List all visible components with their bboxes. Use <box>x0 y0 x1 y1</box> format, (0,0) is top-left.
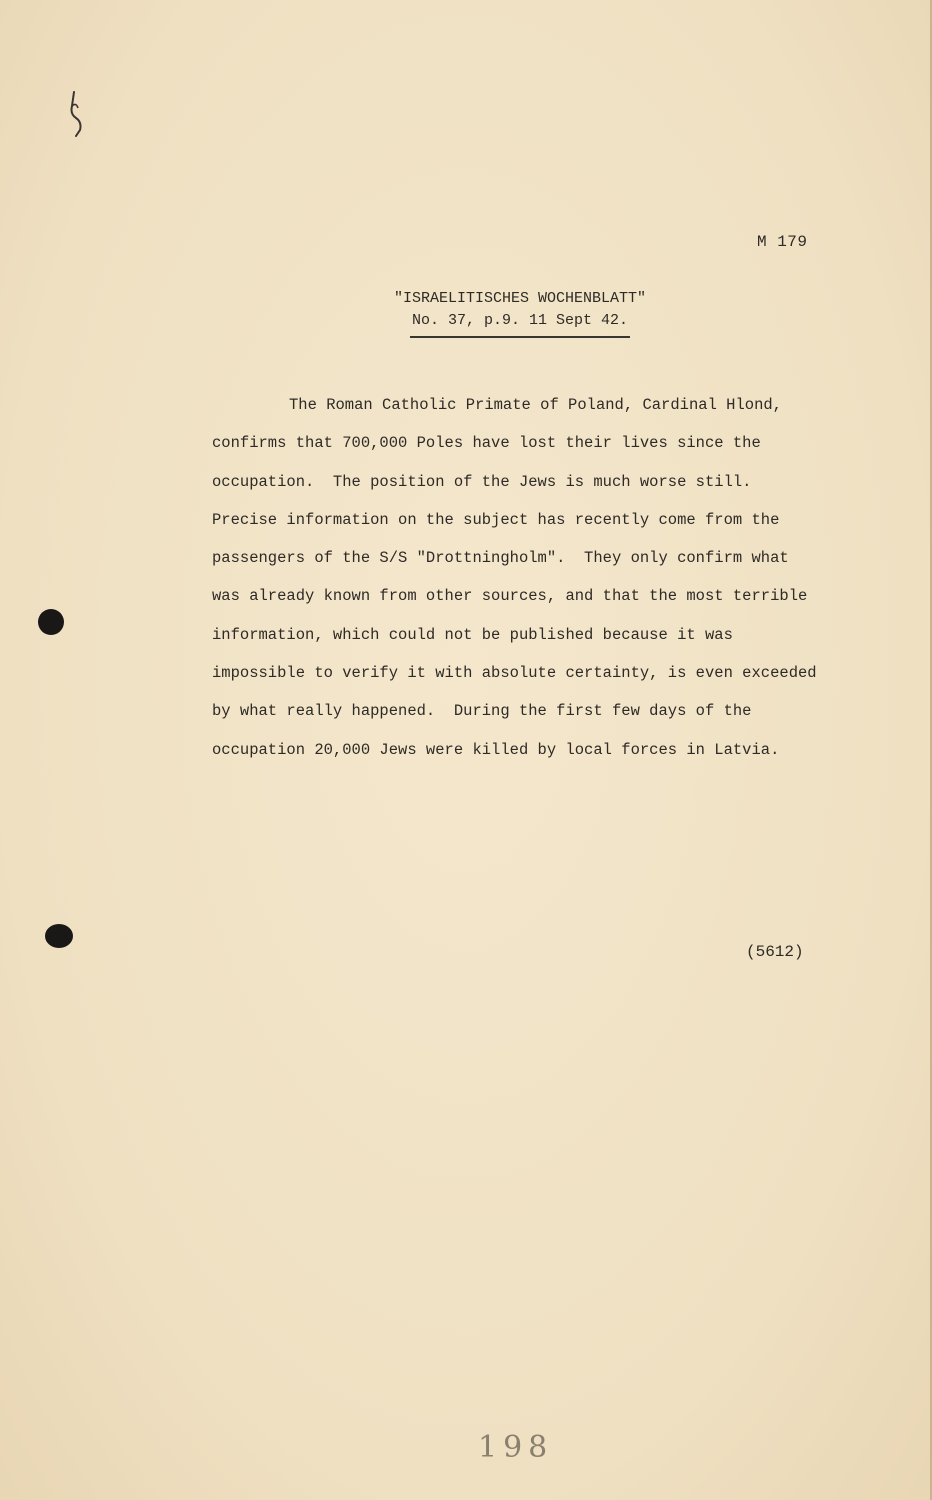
body-line: passengers of the S/S "Drottningholm". They only confirm what <box>212 549 789 568</box>
reference-number: M 179 <box>757 233 808 251</box>
body-line: The Roman Catholic Primate of Poland, Cardinal Hlond, <box>289 396 782 414</box>
body-line: Precise information on the subject has recently come from the <box>212 510 780 529</box>
body-line: occupation 20,000 Jews were killed by local forces in Latvia. <box>212 740 780 759</box>
body-line: by what really happened. During the first few days of the <box>212 702 752 721</box>
body-paragraph <box>212 386 852 769</box>
publication-title: "ISRAELITISCHES WOCHENBLATT" <box>393 290 647 307</box>
handwritten-page-number: 198 <box>478 1430 554 1465</box>
punch-hole <box>38 609 64 635</box>
body-line: information, which could not be published because it was <box>212 625 733 644</box>
punch-hole <box>45 924 73 948</box>
pencil-mark-icon <box>62 88 92 138</box>
body-line: confirms that 700,000 Poles have lost their lives since the <box>212 434 761 453</box>
publication-citation: No. 37, p.9. 11 Sept 42. <box>410 310 630 338</box>
document-number: (5612) <box>746 943 804 961</box>
body-line: was already known from other sources, and that the most terrible <box>212 587 808 606</box>
publication-header <box>300 288 740 338</box>
body-line: impossible to verify it with absolute certainty, is even exceeded <box>212 664 817 683</box>
body-line: occupation. The position of the Jews is much worse still. <box>212 472 752 491</box>
